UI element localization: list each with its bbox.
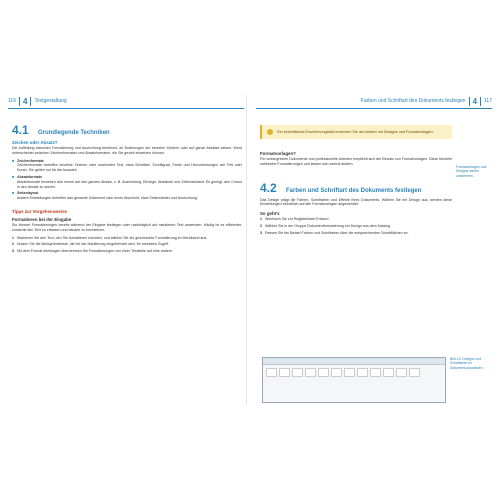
design-thumbnail (318, 368, 329, 377)
paragraph: Sie können Formatierungen bereits während der Eingabe festlegen oder nachträglich auf markierten Text anwenden. Häufig ist es effizienter, zunächst den Text zu erfassen und danach zu formatieren. (12, 222, 242, 232)
item-text: Absatzformate beziehen sich immer auf den ganzen Absatz, z. B. Ausrichtung, Einzüge, Abstände und Zeilenabstand. Es genügt, den Cursor in den Absatz zu setzen. (17, 179, 242, 189)
step-item (12, 236, 242, 241)
bullet-icon: ■ (12, 191, 15, 196)
design-thumbnail (331, 368, 342, 377)
step-number: 3 (260, 230, 262, 235)
step-number: 2 (12, 242, 14, 247)
item-heading: Absatzformate (17, 174, 42, 179)
header-rule (8, 108, 244, 109)
list-item (12, 175, 242, 189)
step-text: Mit dem Format übertragen übernehmen Sie Formatierungen von einer Textstelle auf eine andere. (17, 249, 173, 254)
bullet-icon: ■ (12, 174, 15, 179)
left-header (8, 95, 244, 107)
step-number: 1 (12, 235, 14, 240)
right-page (256, 95, 492, 405)
paragraph: Das Design prägt die Farben, Schriftarten und Effekte Ihres Dokuments. Wählen Sie ein Design aus, werden diese Einstellungen einheitlich auf alle Formatvorlagen angewendet. (260, 197, 452, 207)
step-item (260, 224, 452, 229)
section-number: 4.2 (260, 180, 277, 195)
step-number: 3 (12, 249, 14, 254)
design-thumbnail (370, 368, 381, 377)
header-separator (480, 97, 481, 106)
page-gutter (246, 95, 247, 405)
left-chapter-title: Textgestaltung (34, 98, 67, 104)
step-item (260, 231, 452, 236)
margin-note: Formatvorlagen und Designs wirken zusammen. (456, 165, 487, 178)
design-gallery (263, 365, 445, 380)
step-text: Wechseln Sie zur Registerkarte Entwurf. (265, 217, 330, 222)
subheading: Formatieren bei der Eingabe (12, 216, 72, 222)
right-header (256, 95, 492, 107)
design-thumbnail (344, 368, 355, 377)
list-item (12, 159, 242, 173)
subheading: Zeichen oder Absatz? (12, 140, 58, 145)
design-thumbnail (383, 368, 394, 377)
step-text: Wählen Sie in der Gruppe Dokumentformatierung ein Design aus dem Katalog. (265, 223, 391, 228)
step-number: 1 (260, 217, 262, 222)
section-title: Grundlegende Techniken (38, 130, 110, 136)
header-separator (469, 97, 470, 106)
hint-box (260, 125, 452, 139)
paragraph: Für umfangreiche Dokumente und professionelle Arbeiten empfiehlt sich der Einsatz von Formatvorlagen. Diese bündeln zahlreiche Formatierungen und lassen sich zentral ändern. (260, 157, 452, 166)
step-text: Nutzen Sie die Minisymbolleiste, die bei der Markierung eingeblendet wird, für schnellen Zugriff. (17, 242, 170, 247)
header-rule (256, 108, 492, 109)
step-item (12, 242, 242, 247)
design-thumbnail (305, 368, 316, 377)
info-icon (267, 129, 273, 135)
paragraph: Die Aufteilung zwischen Formatierung und Ausrichtung bestimmt, ob Änderungen auf einzelne Zeichen oder auf ganze Absätze wirken. Word unterscheidet zwischen Zeichenformaten und Absatzformaten, die Sie gezielt einsetzen können. (12, 146, 242, 155)
left-chapter-number: 4 (22, 96, 28, 106)
step-number: 2 (260, 223, 262, 228)
section-heading (12, 123, 242, 137)
section-heading (260, 181, 452, 195)
design-thumbnail (409, 368, 420, 377)
list-item (12, 191, 242, 201)
step-text: Passen Sie bei Bedarf Farben und Schriftarten über die entsprechenden Schaltflächen an. (265, 230, 409, 235)
subheading: Tipps zur Vorgehensweise (12, 208, 67, 214)
step-item (12, 249, 242, 254)
section-title: Farben und Schriftart des Dokuments festlegen (286, 187, 422, 194)
running-head: Farben und Schriftart des Dokuments festlegen (360, 98, 466, 104)
item-text: Andere Einstellungen betreffen das gesamte Dokument oder einen Abschnitt, etwa Seitenränder und Ausrichtung. (17, 196, 198, 201)
design-thumbnail (292, 368, 303, 377)
figure-caption: Bild 4.2 Designs und Schriftarten im Dokument auswählen (450, 357, 483, 370)
design-thumbnail (357, 368, 368, 377)
item-heading: Zeichenformate (17, 158, 44, 163)
section-number: 4.1 (12, 123, 29, 137)
design-thumbnail (279, 368, 290, 377)
subheading: So geht's (260, 211, 280, 217)
left-page-number: 116 (8, 98, 16, 104)
step-item (260, 217, 452, 222)
design-thumbnail (396, 368, 407, 377)
figure-screenshot (262, 357, 446, 403)
item-text: Zeichenformate betreffen einzelne Zeichen oder markierten Text, etwa Schriftart, Schriftgrad, Farbe und Hervorhebungen wie Fett oder Kursiv. Sie gelten nur für die Auswahl. (17, 163, 242, 173)
left-page (8, 95, 244, 405)
hint-text: Ein einheitliches Erscheinungsbild erreichen Sie am besten mit Designs und Formatvorlagen. (277, 130, 434, 134)
right-page-number: 117 (484, 98, 492, 104)
step-text: Markieren Sie den Text, den Sie formatieren möchten, und wählen Sie die gewünschte Formatierung im Menüband aus. (17, 235, 208, 240)
design-thumbnail (266, 368, 277, 377)
subheading: Formatvorlagen? (260, 151, 296, 156)
header-separator (30, 97, 31, 106)
header-separator (19, 97, 20, 106)
right-chapter-number: 4 (472, 96, 478, 106)
item-heading: Seitenlayout (17, 191, 39, 196)
bullet-icon: ■ (12, 158, 15, 163)
ribbon-bar (263, 358, 445, 365)
